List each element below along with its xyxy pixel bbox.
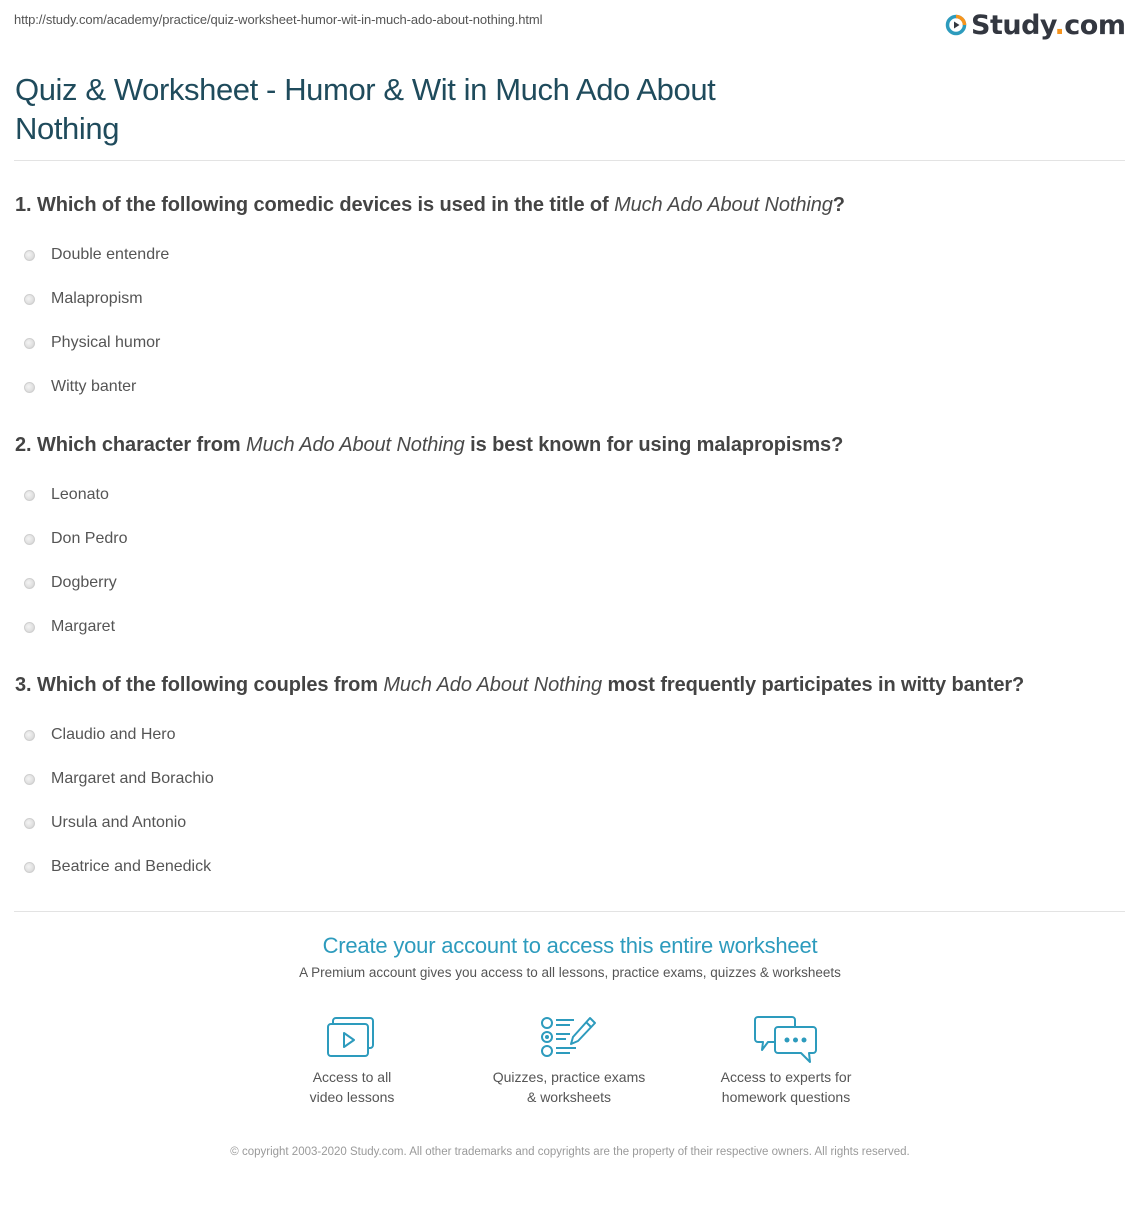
cta-subtitle: A Premium account gives you access to all lessons, practice exams, quizzes & worksheets bbox=[299, 965, 841, 980]
answer-option[interactable]: Ursula and Antonio bbox=[15, 801, 1125, 845]
feature-experts bbox=[691, 1015, 881, 1107]
answer-option[interactable]: Margaret and Borachio bbox=[15, 757, 1125, 801]
radio-button[interactable] bbox=[24, 338, 35, 349]
radio-button[interactable] bbox=[24, 294, 35, 305]
answer-option[interactable]: Leonato bbox=[15, 473, 1125, 517]
video-lessons-icon bbox=[326, 1015, 378, 1059]
feature-video-lessons bbox=[257, 1015, 447, 1107]
answer-option[interactable]: Claudio and Hero bbox=[15, 713, 1125, 757]
answer-option[interactable]: Double entendre bbox=[15, 233, 1125, 277]
feature-label: Quizzes, practice exams & worksheets bbox=[492, 1069, 646, 1105]
radio-button[interactable] bbox=[24, 774, 35, 785]
radio-button[interactable] bbox=[24, 578, 35, 589]
answer-option[interactable]: Physical humor bbox=[15, 321, 1125, 365]
radio-button[interactable] bbox=[24, 622, 35, 633]
page-url: http://study.com/academy/practice/quiz-worksheet-humor-wit-in-much-ado-about-nothing.html bbox=[14, 12, 543, 27]
signup-cta bbox=[0, 933, 1140, 980]
question-text: 1. Which of the following comedic devices is used in the title of Much Ado About Nothing? bbox=[15, 194, 845, 216]
study-logo[interactable] bbox=[945, 8, 1126, 42]
page-title: Quiz & Worksheet - Humor & Wit in Much Ado About Nothing bbox=[15, 72, 716, 146]
question-2 bbox=[15, 431, 1125, 649]
answer-option[interactable]: Don Pedro bbox=[15, 517, 1125, 561]
radio-button[interactable] bbox=[24, 862, 35, 873]
radio-button[interactable] bbox=[24, 382, 35, 393]
radio-button[interactable] bbox=[24, 250, 35, 261]
answer-list bbox=[15, 713, 1125, 889]
answer-option[interactable]: Malapropism bbox=[15, 277, 1125, 321]
chat-bubbles-icon bbox=[754, 1015, 818, 1065]
answer-list bbox=[15, 473, 1125, 649]
copyright-footer: © copyright 2003-2020 Study.com. All other trademarks and copyrights are the property of their respective owners. All rights reserved. bbox=[230, 1146, 910, 1158]
feature-label: Access to all video lessons bbox=[309, 1069, 395, 1105]
question-text: 2. Which character from Much Ado About Nothing is best known for using malapropisms? bbox=[15, 434, 844, 456]
feature-label: Access to experts for homework questions bbox=[720, 1069, 852, 1105]
radio-button[interactable] bbox=[24, 534, 35, 545]
quiz-checklist-icon bbox=[540, 1015, 598, 1059]
answer-option[interactable]: Witty banter bbox=[15, 365, 1125, 409]
question-1 bbox=[15, 191, 1125, 409]
feature-quizzes bbox=[474, 1015, 664, 1107]
play-circle-icon bbox=[945, 14, 967, 36]
radio-button[interactable] bbox=[24, 818, 35, 829]
answer-option[interactable]: Beatrice and Benedick bbox=[15, 845, 1125, 889]
features-row bbox=[0, 1015, 1140, 1115]
cta-title-link[interactable]: Create your account to access this entire worksheet bbox=[322, 933, 818, 958]
section-divider bbox=[14, 911, 1125, 912]
logo-text: Study.com bbox=[971, 9, 1126, 41]
question-text: 3. Which of the following couples from Much Ado About Nothing most frequently participates in witty banter? bbox=[15, 674, 1025, 696]
answer-option[interactable]: Dogberry bbox=[15, 561, 1125, 605]
question-3 bbox=[15, 671, 1125, 889]
radio-button[interactable] bbox=[24, 730, 35, 741]
answer-list bbox=[15, 233, 1125, 409]
answer-option[interactable]: Margaret bbox=[15, 605, 1125, 649]
radio-button[interactable] bbox=[24, 490, 35, 501]
header-divider bbox=[14, 160, 1125, 161]
